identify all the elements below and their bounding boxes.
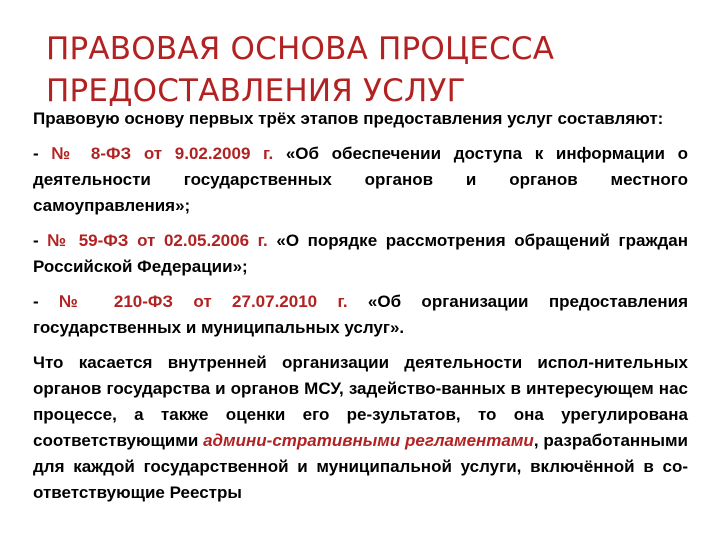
closing-text-after: , разработанными для каждой государственной и муниципальной услуги, включённой в со-ответствующие Реестры xyxy=(33,431,689,502)
slide-body xyxy=(33,106,688,515)
law-reference: № 59-ФЗ от 02.05.2006 г. xyxy=(47,231,268,250)
closing-text-before: Что касается внутренней организации деятельности испол-нительных органов государства и органов МСУ, задейство-ванных в интересующем нас процессе, а также оценки его ре-зультатов, то она урегулирована соответствующими xyxy=(33,353,688,450)
closing-paragraph xyxy=(33,350,688,506)
law-dash: - xyxy=(33,231,48,250)
law-item xyxy=(33,141,688,219)
slide-title xyxy=(46,28,686,112)
law-title: «Об обеспечении доступа к информации о деятельности государственных органов и органов местного самоуправления»; xyxy=(33,144,688,215)
law-item xyxy=(33,289,688,341)
intro-paragraph: Правовую основу первых трёх этапов предоставления услуг составляют: xyxy=(33,109,664,128)
law-dash: - xyxy=(33,144,52,163)
slide-title-line-1: ПРАВОВАЯ ОСНОВА ПРОЦЕССА xyxy=(46,31,555,67)
law-reference: № 8-ФЗ от 9.02.2009 г. xyxy=(51,144,274,163)
slide-title-line-2: ПРЕДОСТАВЛЕНИЯ УСЛУГ xyxy=(46,73,466,109)
law-dash: - xyxy=(33,292,59,311)
law-title: «О порядке рассмотрения обращений граждан Российской Федерации»; xyxy=(33,231,689,276)
law-title: «Об организации предоставления государственных и муниципальных услуг». xyxy=(33,292,689,337)
law-item xyxy=(33,228,688,280)
law-reference: № 210-ФЗ от 27.07.2010 г. xyxy=(59,292,348,311)
regulations-emphasis: админи-стративными регламентами xyxy=(203,431,534,450)
